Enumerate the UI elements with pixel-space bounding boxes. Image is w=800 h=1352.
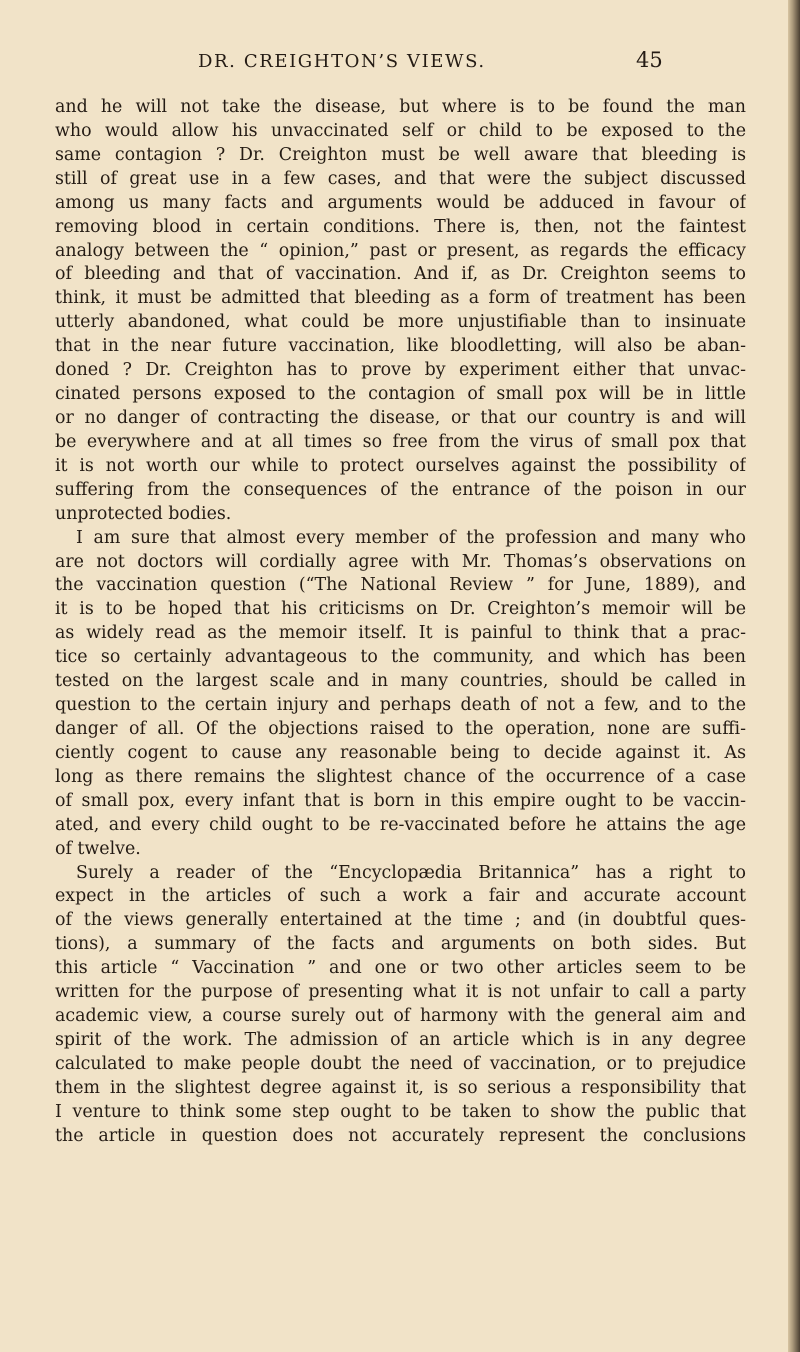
- text-line: analogy between the “ opinion,” past or present, as regards the efficacy: [55, 240, 746, 261]
- text-line: be everywhere and at all times so free from the virus of small pox that: [55, 431, 746, 452]
- text-line: spirit of the work. The admission of an article which is in any degree: [55, 1029, 746, 1050]
- text-line: cinated persons exposed to the contagion of small pox will be in little: [55, 384, 746, 405]
- text-line: this article “ Vaccination ” and one or two other articles seem to be: [55, 958, 746, 979]
- text-line: them in the slightest degree against it, is so serious a responsibility that: [55, 1077, 746, 1098]
- text-line: still of great use in a few cases, and that were the subject discussed: [55, 168, 746, 189]
- text-line: same contagion ? Dr. Creighton must be well aware that bleeding is: [55, 144, 746, 165]
- text-line: of the views generally entertained at the time ; and (in doubtful ques-: [55, 910, 746, 931]
- text-line: or no danger of contracting the disease, or that our country is and will: [55, 407, 746, 428]
- text-line: who would allow his unvaccinated self or child to be exposed to the: [55, 120, 746, 141]
- text-line: it is to be hoped that his criticisms on Dr. Creighton’s memoir will be: [55, 599, 746, 620]
- text-line: unprotected bodies.: [55, 503, 232, 524]
- text-line: suffering from the consequences of the entrance of the poison in our: [55, 479, 746, 500]
- text-line: utterly abandoned, what could be more unjustifiable than to insinuate: [55, 312, 746, 333]
- text-line: of bleeding and that of vaccination. And if, as Dr. Creighton seems to: [55, 264, 746, 285]
- text-line: that in the near future vaccination, like bloodletting, will also be aban-: [55, 336, 746, 357]
- text-line: think, it must be admitted that bleeding as a form of treatment has been: [55, 288, 746, 309]
- text-line: academic view, a course surely out of harmony with the general aim and: [55, 1006, 746, 1027]
- text-line: tice so certainly advantageous to the community, and which has been: [55, 647, 746, 668]
- text-line: of small pox, every infant that is born in this empire ought to be vaccin-: [55, 790, 746, 811]
- text-line: ated, and every child ought to be re-vaccinated before he attains the age: [55, 814, 746, 835]
- page-edge-shadow: [788, 0, 800, 1352]
- text-line: I venture to think some step ought to be taken to show the public that: [55, 1101, 746, 1122]
- page-number: 45: [636, 48, 663, 72]
- text-line: as widely read as the memoir itself. It is painful to think that a prac-: [55, 623, 746, 644]
- text-line: among us many facts and arguments would be adduced in favour of: [55, 192, 746, 213]
- text-line: the vaccination question (“The National Review ” for June, 1889), and: [55, 575, 746, 596]
- text-line: and he will not take the disease, but where is to be found the man: [55, 97, 746, 117]
- text-line: calculated to make people doubt the need of vaccination, or to prejudice: [55, 1053, 746, 1074]
- text-line: tions), a summary of the facts and arguments on both sides. But: [55, 934, 746, 955]
- text-line: question to the certain injury and perhaps death of not a few, and to the: [55, 695, 746, 716]
- running-title: DR. CREIGHTON’S VIEWS.: [198, 51, 486, 72]
- text-line: written for the purpose of presenting what it is not unfair to call a party: [55, 982, 746, 1003]
- text-line: of twelve.: [55, 838, 141, 859]
- text-line: the article in question does not accurately represent the conclusions: [55, 1125, 746, 1146]
- body-text: [55, 96, 746, 1149]
- text-line: long as there remains the slightest chance of the occurrence of a case: [55, 766, 746, 787]
- text-line: removing blood in certain conditions. There is, then, not the faintest: [55, 216, 746, 237]
- text-line: danger of all. Of the objections raised to the operation, none are suffi-: [55, 718, 746, 739]
- running-head: [0, 48, 788, 81]
- text-line: doned ? Dr. Creighton has to prove by experiment either that unvac-: [55, 360, 746, 381]
- text-line: expect in the articles of such a work a fair and accurate account: [55, 886, 746, 907]
- text-line: it is not worth our while to protect ourselves against the possibility of: [55, 455, 746, 476]
- text-line: I am sure that almost every member of the profession and many who: [76, 527, 746, 548]
- text-line: tested on the largest scale and in many countries, should be called in: [55, 671, 746, 692]
- text-line: Surely a reader of the “Encyclopædia Britannica” has a right to: [76, 862, 746, 883]
- text-line: ciently cogent to cause any reasonable being to decide against it. As: [55, 742, 746, 763]
- text-line: are not doctors will cordially agree with Mr. Thomas’s observations on: [55, 551, 746, 572]
